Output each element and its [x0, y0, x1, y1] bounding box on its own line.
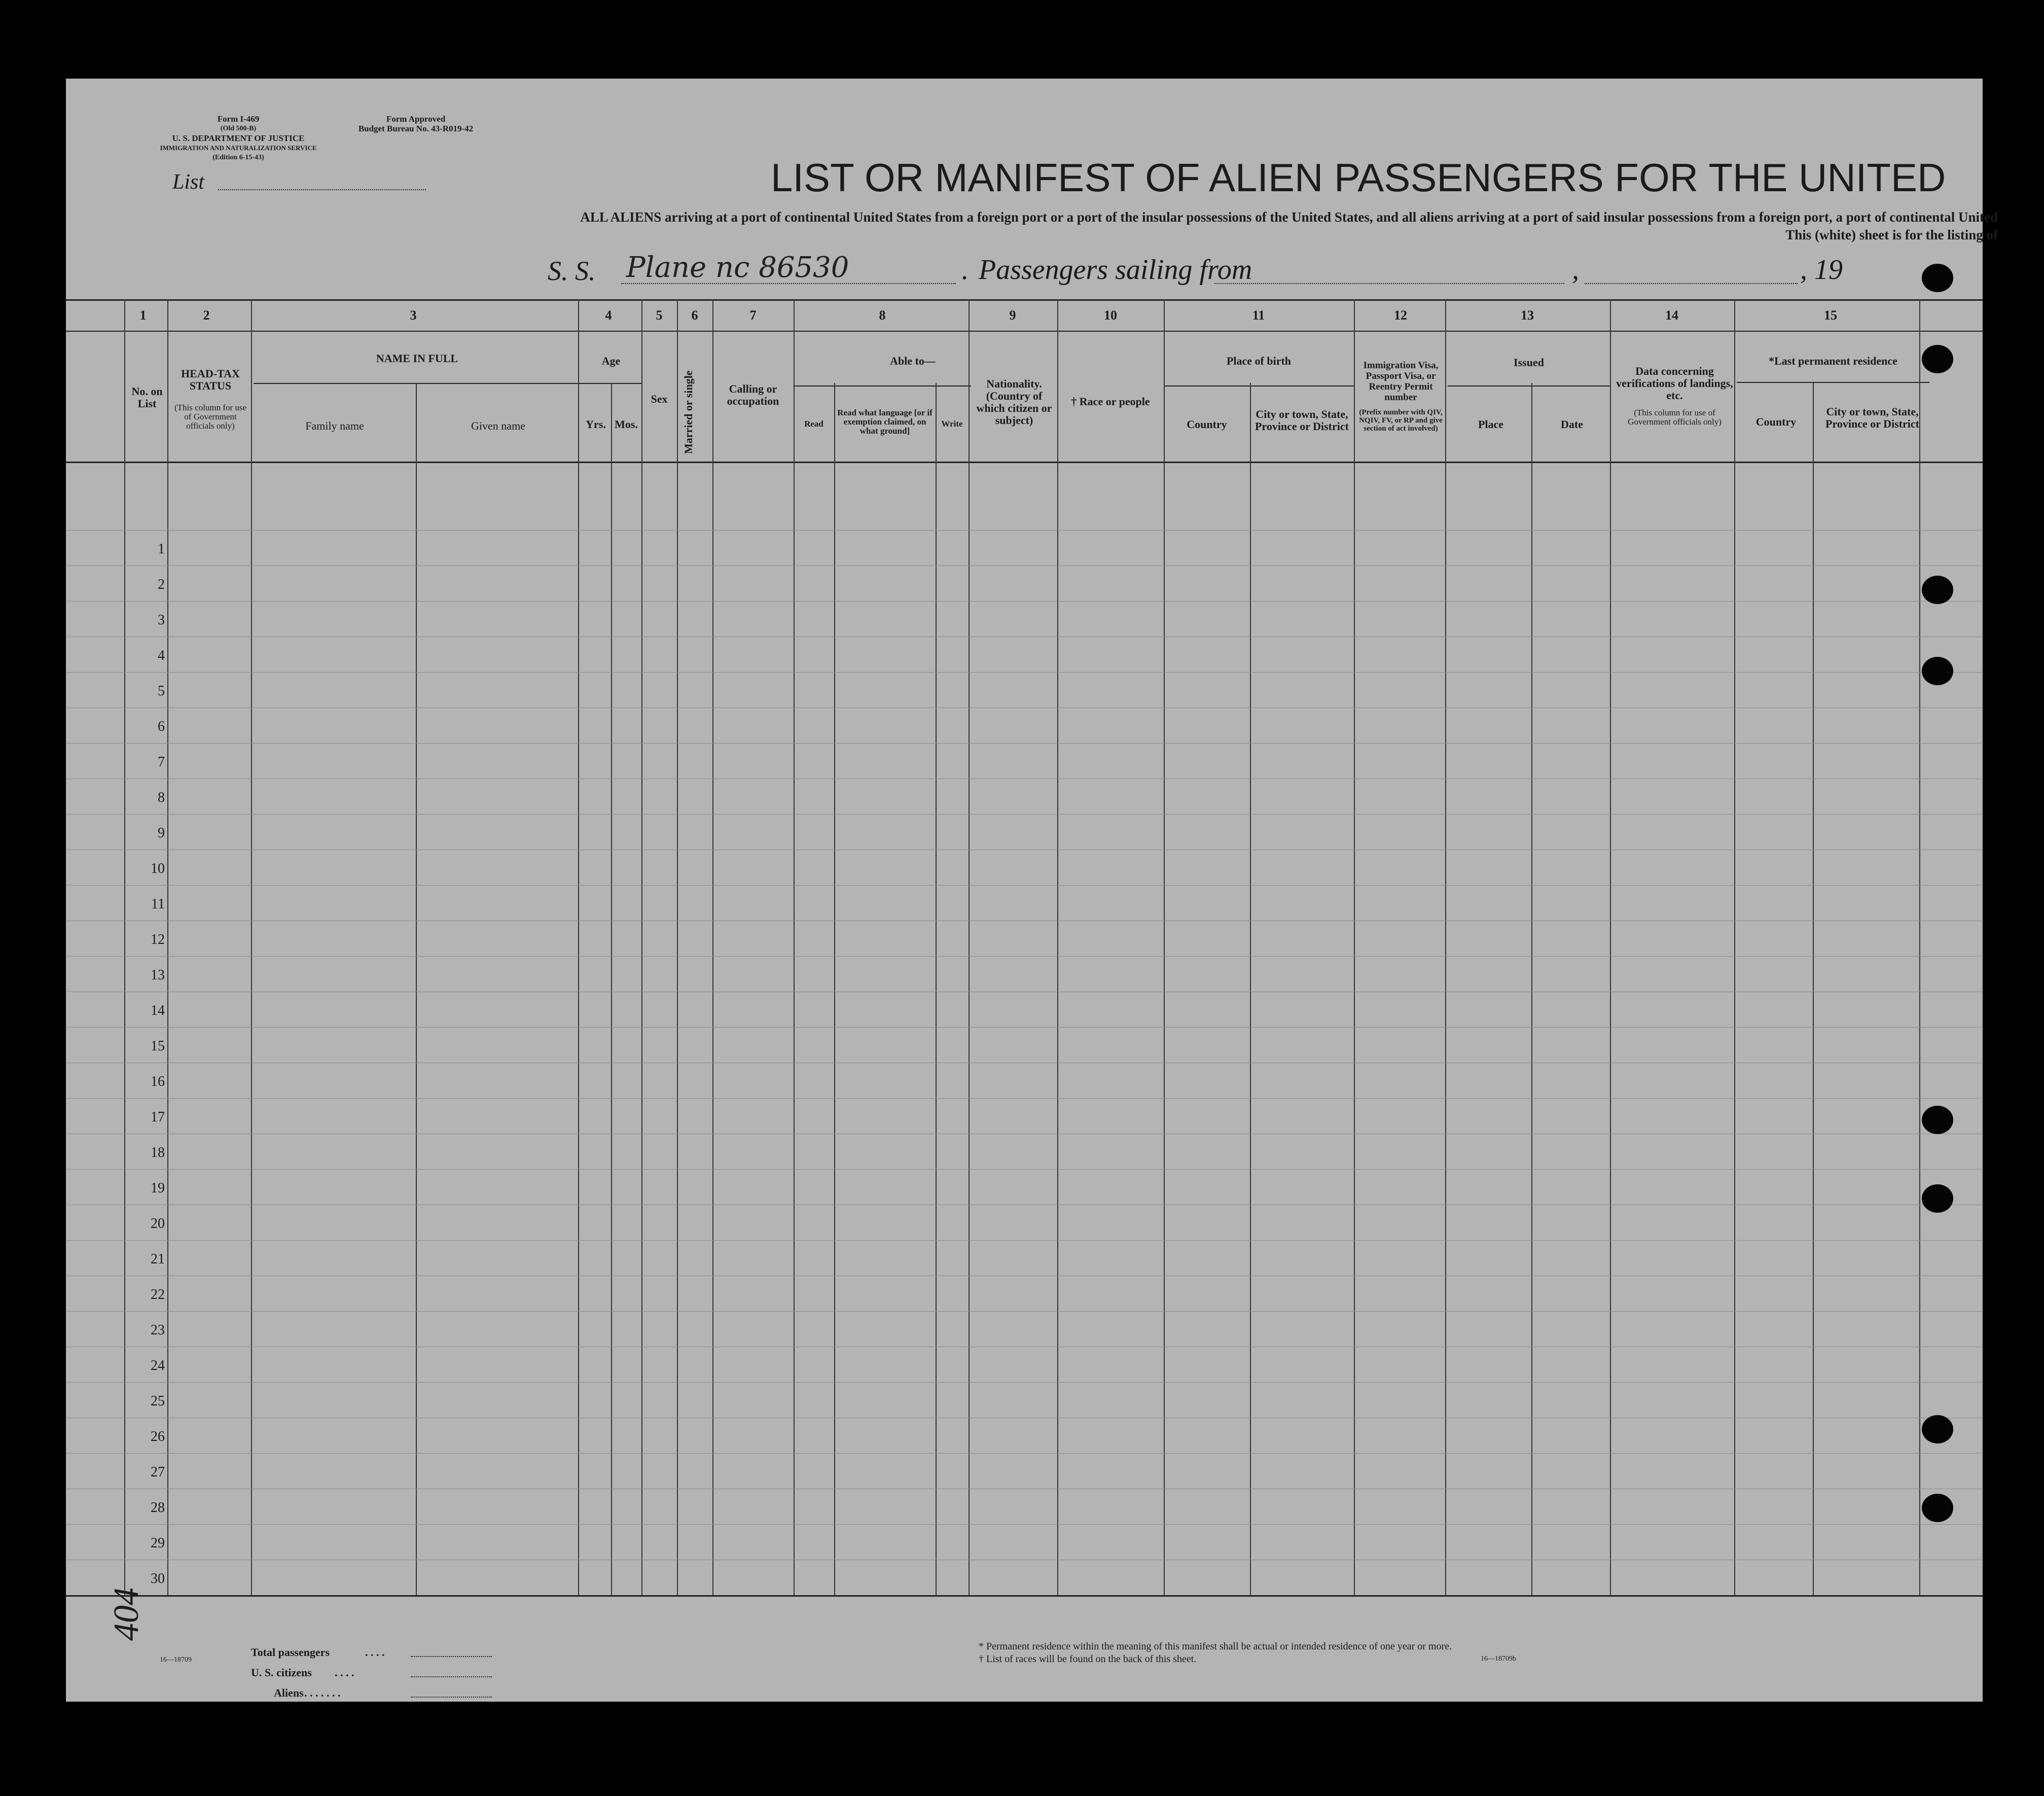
header-verification: Data concerning verifications of landings, etc.	[1616, 365, 1733, 402]
column-divider	[416, 383, 417, 1595]
instructions-line-2: This (white) sheet is for the listing of	[1785, 227, 1998, 242]
row-number: 14	[151, 1003, 165, 1018]
column-divider	[712, 299, 713, 1595]
row-number: 7	[158, 754, 165, 770]
column-divider	[969, 299, 970, 1595]
table-bottom-border	[66, 1595, 1983, 1597]
column-divider	[1445, 299, 1446, 1595]
column-number-14: 14	[1665, 308, 1678, 323]
row-divider	[66, 1382, 1983, 1383]
header-months: Mos.	[615, 418, 638, 431]
form-code-left: 16—18709	[160, 1656, 192, 1664]
subheader-divider	[1164, 385, 1354, 386]
table-top-border	[66, 299, 1983, 301]
row-number: 28	[151, 1500, 165, 1516]
ship-period: .	[961, 254, 968, 286]
aliens-dots: . . . . . . .	[304, 1686, 341, 1699]
column-divider	[251, 299, 252, 1595]
column-divider	[834, 383, 835, 1595]
row-divider	[66, 1240, 1983, 1241]
row-number: 29	[151, 1535, 165, 1551]
column-divider	[1164, 299, 1165, 1595]
row-divider	[66, 1453, 1983, 1454]
row-number: 20	[151, 1216, 165, 1231]
header-issued-date: Date	[1561, 418, 1583, 431]
row-number: 6	[158, 719, 165, 734]
column-divider	[1734, 299, 1735, 1595]
column-divider	[794, 299, 795, 1595]
column-number-5: 5	[656, 308, 663, 323]
row-number: 24	[151, 1358, 165, 1374]
sailing-comma: ,	[1572, 254, 1579, 286]
column-divider	[578, 299, 579, 1595]
header-residence-city: City or town, State, Province or District	[1825, 405, 1919, 430]
punch-hole-5	[1922, 1106, 1953, 1134]
header-read-language: Read what language [or if exemption claimed, on what ground]	[837, 408, 933, 436]
header-bottom-border	[66, 462, 1983, 463]
total-passengers-line	[411, 1656, 492, 1657]
row-number: 18	[151, 1145, 165, 1160]
punch-hole-3	[1922, 576, 1953, 604]
column-number-8: 8	[879, 308, 886, 323]
total-passengers-label: Total passengers	[251, 1646, 330, 1659]
row-divider	[66, 530, 1983, 531]
row-number: 21	[151, 1251, 165, 1267]
aliens-line	[411, 1697, 492, 1698]
row-number: 17	[151, 1109, 165, 1125]
row-number: 25	[151, 1393, 165, 1409]
column-divider	[1919, 299, 1920, 1595]
subheader-divider	[1737, 382, 1929, 383]
header-head-tax-note: (This column for use of Government officials only)	[174, 403, 247, 431]
column-divider	[936, 383, 937, 1595]
column-number-6: 6	[691, 308, 698, 323]
us-citizens-line	[411, 1676, 492, 1677]
header-issued-place: Place	[1478, 418, 1504, 431]
row-number: 23	[151, 1322, 165, 1338]
list-number-line	[218, 189, 426, 190]
edition: (Edition 6-15-43)	[212, 154, 264, 161]
header-write: Write	[941, 419, 963, 429]
us-citizens-label: U. S. citizens	[251, 1666, 312, 1679]
form-identification	[147, 114, 330, 162]
manifest-sheet	[66, 79, 1998, 1702]
ship-name-handwritten: Plane nc 86530	[626, 251, 849, 284]
column-number-9: 9	[1009, 308, 1016, 323]
header-calling: Calling or occupation	[727, 382, 779, 407]
ship-name-line	[621, 283, 956, 284]
row-number: 10	[151, 861, 165, 876]
punch-hole-6	[1922, 1184, 1953, 1213]
row-divider	[66, 1027, 1983, 1028]
row-divider	[66, 743, 1983, 744]
header-given-name: Given name	[471, 419, 525, 432]
row-number: 2	[158, 577, 165, 592]
header-family-name: Family name	[305, 419, 364, 432]
row-divider	[66, 1098, 1983, 1099]
column-number-15: 15	[1824, 308, 1837, 323]
punch-hole-1	[1922, 264, 1953, 292]
row-number: 11	[151, 896, 165, 912]
column-divider	[611, 383, 612, 1595]
row-number: 5	[158, 683, 165, 699]
row-number: 3	[158, 612, 165, 628]
header-years: Yrs.	[586, 418, 606, 431]
row-divider	[66, 1169, 1983, 1170]
form-code-right: 16—18709b	[1481, 1655, 1516, 1663]
header-place-of-birth: Place of birth	[1226, 355, 1292, 367]
column-number-10: 10	[1104, 308, 1117, 323]
column-divider	[641, 299, 642, 1595]
bureau-number: Budget Bureau No. 43-R019-42	[358, 124, 474, 133]
row-number: 13	[151, 967, 165, 983]
us-citizens-dots: . . . .	[335, 1666, 354, 1679]
row-number: 1	[158, 541, 165, 557]
subheader-divider	[1448, 385, 1610, 386]
header-read: Read	[804, 419, 823, 429]
row-number: 30	[151, 1571, 165, 1587]
instructions-line-1: ALL ALIENS arriving at a port of continental United States from a foreign port or a port of the insular possessions of the United States, and all aliens arriving at a port of said insular possessions from a foreign port, a port of continental United	[580, 209, 1998, 225]
column-number-13: 13	[1521, 308, 1534, 323]
subheader-divider	[254, 383, 581, 384]
row-divider	[66, 1524, 1983, 1525]
header-last-residence: *Last permanent residence	[1769, 355, 1897, 367]
row-divider	[66, 814, 1983, 815]
row-number: 8	[158, 790, 165, 805]
header-issued: Issued	[1514, 356, 1544, 369]
punch-hole-8	[1922, 1494, 1953, 1522]
header-birth-city: City or town, State, Province or District	[1255, 408, 1349, 433]
race-footnote: † List of races will be found on the back of this sheet.	[979, 1653, 1197, 1665]
row-divider	[66, 672, 1983, 673]
row-number: 19	[151, 1180, 165, 1196]
column-divider	[1610, 299, 1611, 1595]
header-visa: Immigration Visa, Passport Visa, or Reentry Permit number	[1363, 360, 1439, 403]
header-race: † Race or people	[1071, 395, 1150, 408]
column-number-3: 3	[410, 308, 417, 323]
header-verification-note: (This column for use of Government officials only)	[1628, 408, 1722, 427]
row-divider	[66, 956, 1983, 957]
header-head-tax: HEAD-TAX STATUS	[181, 367, 240, 392]
punch-hole-2	[1922, 345, 1953, 373]
column-divider	[1057, 299, 1058, 1595]
column-number-7: 7	[749, 308, 757, 323]
ss-label: S. S.	[548, 256, 596, 286]
row-number: 22	[151, 1287, 165, 1302]
punch-hole-4	[1922, 657, 1953, 685]
row-divider	[66, 601, 1983, 602]
column-divider	[1250, 383, 1251, 1595]
column-divider	[1354, 299, 1355, 1595]
column-divider	[1531, 383, 1532, 1595]
punch-hole-7	[1922, 1415, 1953, 1443]
column-divider	[167, 299, 168, 1595]
column-number-4: 4	[605, 308, 612, 323]
row-divider	[66, 885, 1983, 886]
column-divider	[1813, 383, 1814, 1595]
row-number: 15	[151, 1038, 165, 1054]
header-able-to: Able to—	[890, 355, 936, 367]
handwritten-404: 404	[107, 1588, 146, 1641]
header-birth-country: Country	[1187, 418, 1227, 431]
department-name: U. S. DEPARTMENT OF JUSTICE	[172, 133, 305, 143]
header-no-on-list: No. on List	[131, 385, 163, 410]
sailing-date-line	[1585, 283, 1798, 284]
header-visa-note: (Prefix number with QIV, NQIV, FV, or RP and give section of act involved)	[1359, 408, 1443, 433]
total-passengers-dots: . . . .	[365, 1646, 385, 1659]
header-residence-country: Country	[1755, 415, 1797, 428]
row-number: 26	[151, 1429, 165, 1445]
row-divider	[66, 1311, 1983, 1312]
sailing-port-line	[1214, 283, 1564, 284]
column-number-border	[66, 331, 1983, 332]
year-label: , 19	[1800, 254, 1843, 286]
service-name: IMMIGRATION AND NATURALIZATION SERVICE	[160, 144, 317, 152]
column-number-11: 11	[1252, 308, 1265, 323]
column-number-2: 2	[203, 308, 210, 323]
passengers-sailing-label: Passengers sailing from	[979, 254, 1252, 286]
row-number: 4	[158, 648, 165, 663]
subheader-divider	[794, 385, 971, 386]
old-form-number: (Old 500-B)	[220, 125, 257, 132]
row-number: 16	[151, 1074, 165, 1089]
aliens-label: Aliens	[274, 1686, 304, 1699]
header-age: Age	[601, 355, 621, 367]
row-number: 12	[151, 932, 165, 947]
header-sex: Sex	[651, 393, 668, 405]
form-approval	[335, 114, 497, 133]
manifest-title: LIST OR MANIFEST OF ALIEN PASSENGERS FOR THE UNITED	[771, 155, 1946, 200]
column-number-1: 1	[139, 308, 147, 323]
list-label: List	[172, 170, 205, 194]
form-number: Form I-469	[217, 114, 260, 124]
row-number: 9	[158, 825, 165, 841]
header-married-single: Married or single	[682, 370, 695, 454]
header-name-in-full: NAME IN FULL	[376, 352, 458, 365]
approved-label: Form Approved	[386, 114, 446, 124]
header-nationality: Nationality. (Country of which citizen or subject)	[976, 377, 1052, 427]
column-number-12: 12	[1394, 308, 1407, 323]
residence-footnote: * Permanent residence within the meaning of this manifest shall be actual or intended residence of one year or more.	[979, 1641, 1452, 1652]
row-number: 27	[151, 1464, 165, 1480]
column-divider	[677, 299, 678, 1595]
